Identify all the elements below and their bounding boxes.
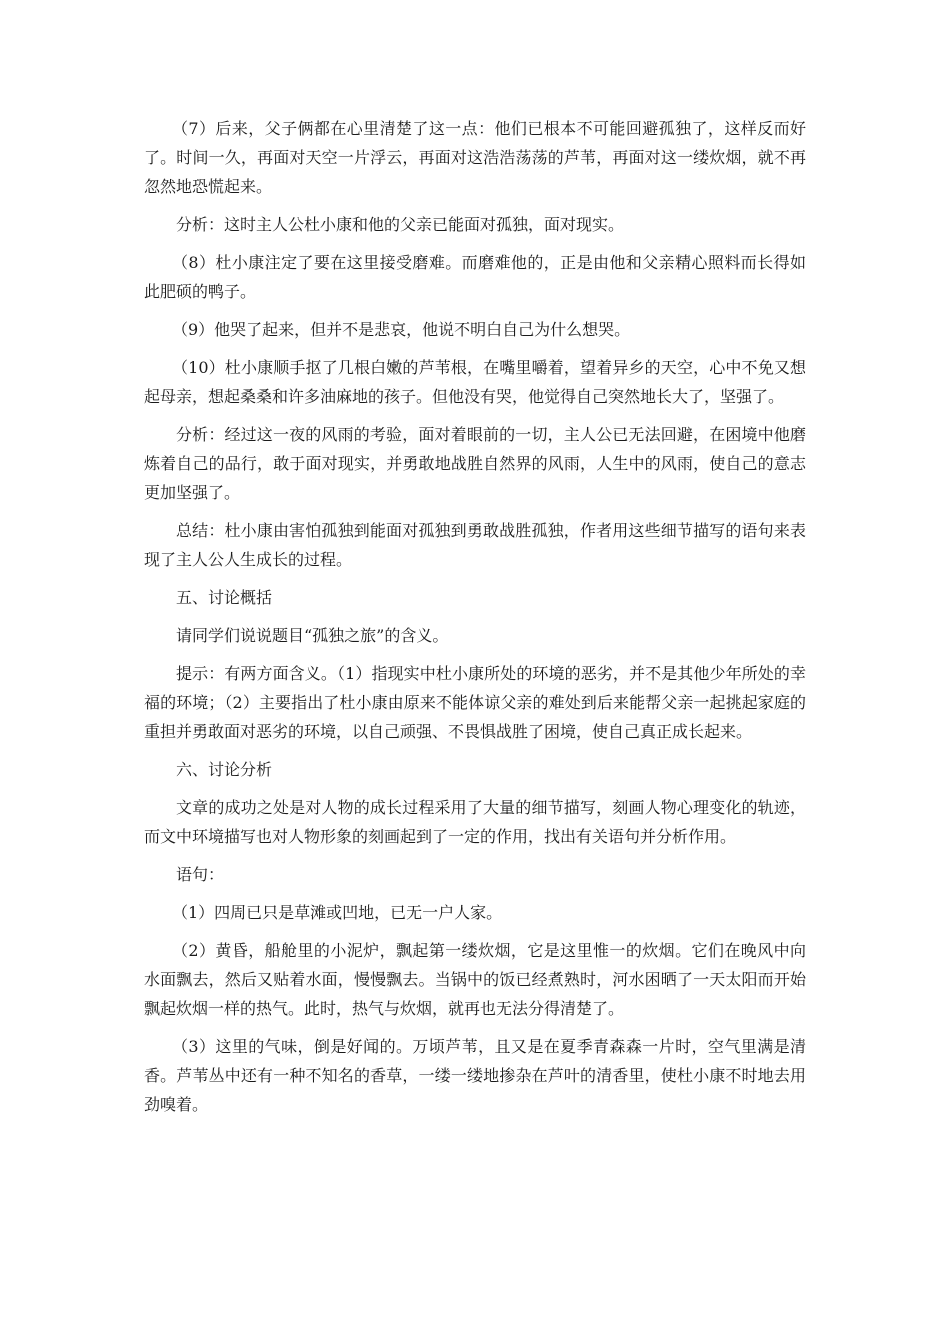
section-heading-5: 五、讨论概括 [176,588,273,607]
hint-paragraph: 提示：有两方面含义。（1）指现实中杜小康所处的环境的恶劣，并不是其他少年所处的幸福的环境；（2）主要指出了杜小康由原来不能体谅父亲的难处到后来能帮父亲一起挑起家庭的重担并勇敢面对恶劣的环境，以自己顽强、不畏惧战胜了困境，使自己真正成长起来。 [144,664,806,741]
paragraph-9: （9）他哭了起来，但并不是悲哀，他说不明白自己为什么想哭。 [172,320,631,339]
document-body [144,114,806,1128]
sentence-1: （1）四周已只是草滩或凹地，已无一户人家。 [172,903,503,922]
analysis-paragraph-1: 分析：这时主人公杜小康和他的父亲已能面对孤独，面对现实。 [176,215,625,234]
paragraph-7: （7）后来，父子俩都在心里清楚了这一点：他们已根本不可能回避孤独了，这样反而好了。时间一久，再面对天空一片浮云，再面对这浩浩荡荡的芦苇，再面对这一缕炊烟，就不再忽然地恐慌起来。 [144,119,806,196]
prompt-paragraph: 请同学们说说题目“孤独之旅”的含义。 [176,626,449,645]
paragraph-10: （10）杜小康顺手抠了几根白嫩的芦苇根，在嘴里嚼着，望着异乡的天空，心中不免又想起母亲，想起桑桑和许多油麻地的孩子。但他没有哭，他觉得自己突然地长大了，坚强了。 [144,358,806,406]
analysis-paragraph-2: 分析：经过这一夜的风雨的考验，面对着眼前的一切，主人公已无法回避，在困境中他磨炼着自己的品行，敢于面对现实，并勇敢地战胜自然界的风雨，人生中的风雨，使自己的意志更加坚强了。 [144,425,806,502]
summary-paragraph: 总结：杜小康由害怕孤独到能面对孤独到勇敢战胜孤独，作者用这些细节描写的语句来表现了主人公人生成长的过程。 [144,521,806,569]
sentences-label: 语句： [176,865,225,884]
discussion-paragraph: 文章的成功之处是对人物的成长过程采用了大量的细节描写，刻画人物心理变化的轨迹，而文中环境描写也对人物形象的刻画起到了一定的作用，找出有关语句并分析作用。 [144,798,806,846]
paragraph-8: （8）杜小康注定了要在这里接受磨难。而磨难他的，正是由他和父亲精心照料而长得如此肥硕的鸭子。 [144,253,806,301]
sentence-3: （3）这里的气味，倒是好闻的。万顷芦苇，且又是在夏季青森森一片时，空气里满是清香。芦苇丛中还有一种不知名的香草，一缕一缕地掺杂在芦叶的清香里，使杜小康不时地去用劲嗅着。 [144,1037,806,1114]
section-heading-6: 六、讨论分析 [176,760,273,779]
sentence-2: （2）黄昏，船舱里的小泥炉，飘起第一缕炊烟，它是这里惟一的炊烟。它们在晚风中向水面飘去，然后又贴着水面，慢慢飘去。当锅中的饭已经煮熟时，河水困晒了一天太阳而开始飘起炊烟一样的热气。此时，热气与炊烟，就再也无法分得清楚了。 [144,941,806,1018]
